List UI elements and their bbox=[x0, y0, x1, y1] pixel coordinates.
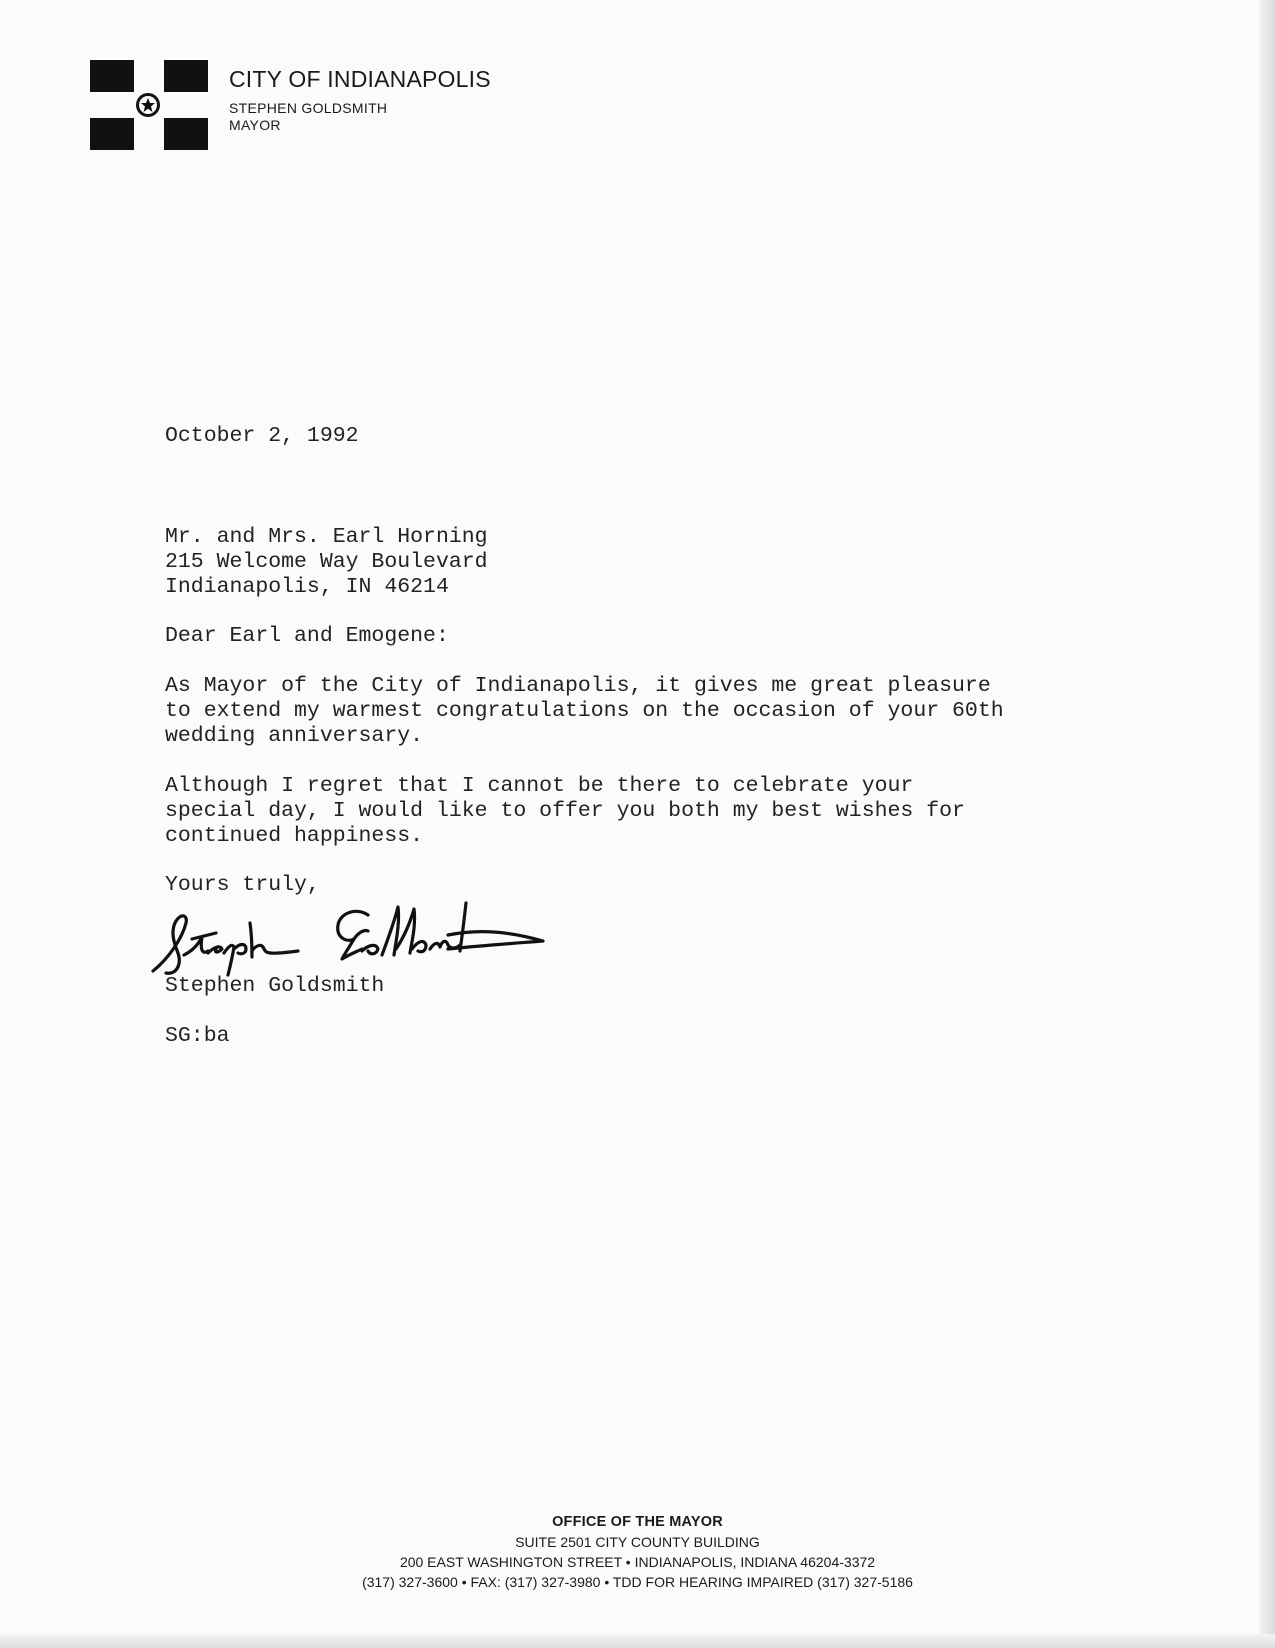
address-line: 215 Welcome Way Boulevard bbox=[165, 550, 488, 574]
paragraph-line: continued happiness. bbox=[165, 824, 424, 848]
letterhead-city: CITY OF INDIANAPOLIS bbox=[229, 66, 491, 92]
footer-street: 200 EAST WASHINGTON STREET • INDIANAPOLIS, INDIANA 46204-3372 bbox=[399, 1554, 876, 1570]
paragraph-line: Although I regret that I cannot be there to celebrate your bbox=[165, 774, 914, 798]
footer-phones: (317) 327-3600 • FAX: (317) 327-3980 • TDD FOR HEARING IMPAIRED (317) 327-5186 bbox=[362, 1574, 913, 1590]
salutation: Dear Earl and Emogene: bbox=[165, 624, 449, 648]
signer-name: Stephen Goldsmith bbox=[165, 974, 385, 998]
typist-initials: SG:ba bbox=[165, 1024, 230, 1048]
page-edge-shadow bbox=[1259, 0, 1275, 1648]
page-bottom-edge-shadow bbox=[0, 1634, 1275, 1648]
letter-date: October 2, 1992 bbox=[165, 424, 359, 448]
paragraph-line: to extend my warmest congratulations on the occasion of your 60th bbox=[165, 699, 1004, 723]
footer-suite: SUITE 2501 CITY COUNTY BUILDING bbox=[515, 1534, 760, 1550]
address-line: Mr. and Mrs. Earl Horning bbox=[165, 525, 488, 549]
paragraph-line: As Mayor of the City of Indianapolis, it gives me great pleasure bbox=[165, 674, 991, 698]
footer-office: OFFICE OF THE MAYOR bbox=[552, 1514, 723, 1530]
city-flag-star-logo bbox=[90, 60, 208, 152]
letterhead-mayor-name: STEPHEN GOLDSMITH bbox=[229, 100, 388, 116]
address-line: Indianapolis, IN 46214 bbox=[165, 575, 449, 599]
paragraph-line: special day, I would like to offer you both my best wishes for bbox=[165, 799, 965, 823]
letterhead-footer bbox=[0, 1512, 1275, 1592]
letterhead bbox=[229, 66, 491, 134]
letterhead-mayor-title: MAYOR bbox=[229, 117, 281, 133]
paragraph-line: wedding anniversary. bbox=[165, 724, 424, 748]
closing: Yours truly, bbox=[165, 873, 320, 897]
recipient-address bbox=[165, 525, 488, 600]
paragraph-congratulations bbox=[165, 674, 1004, 749]
paragraph-best-wishes bbox=[165, 774, 965, 849]
